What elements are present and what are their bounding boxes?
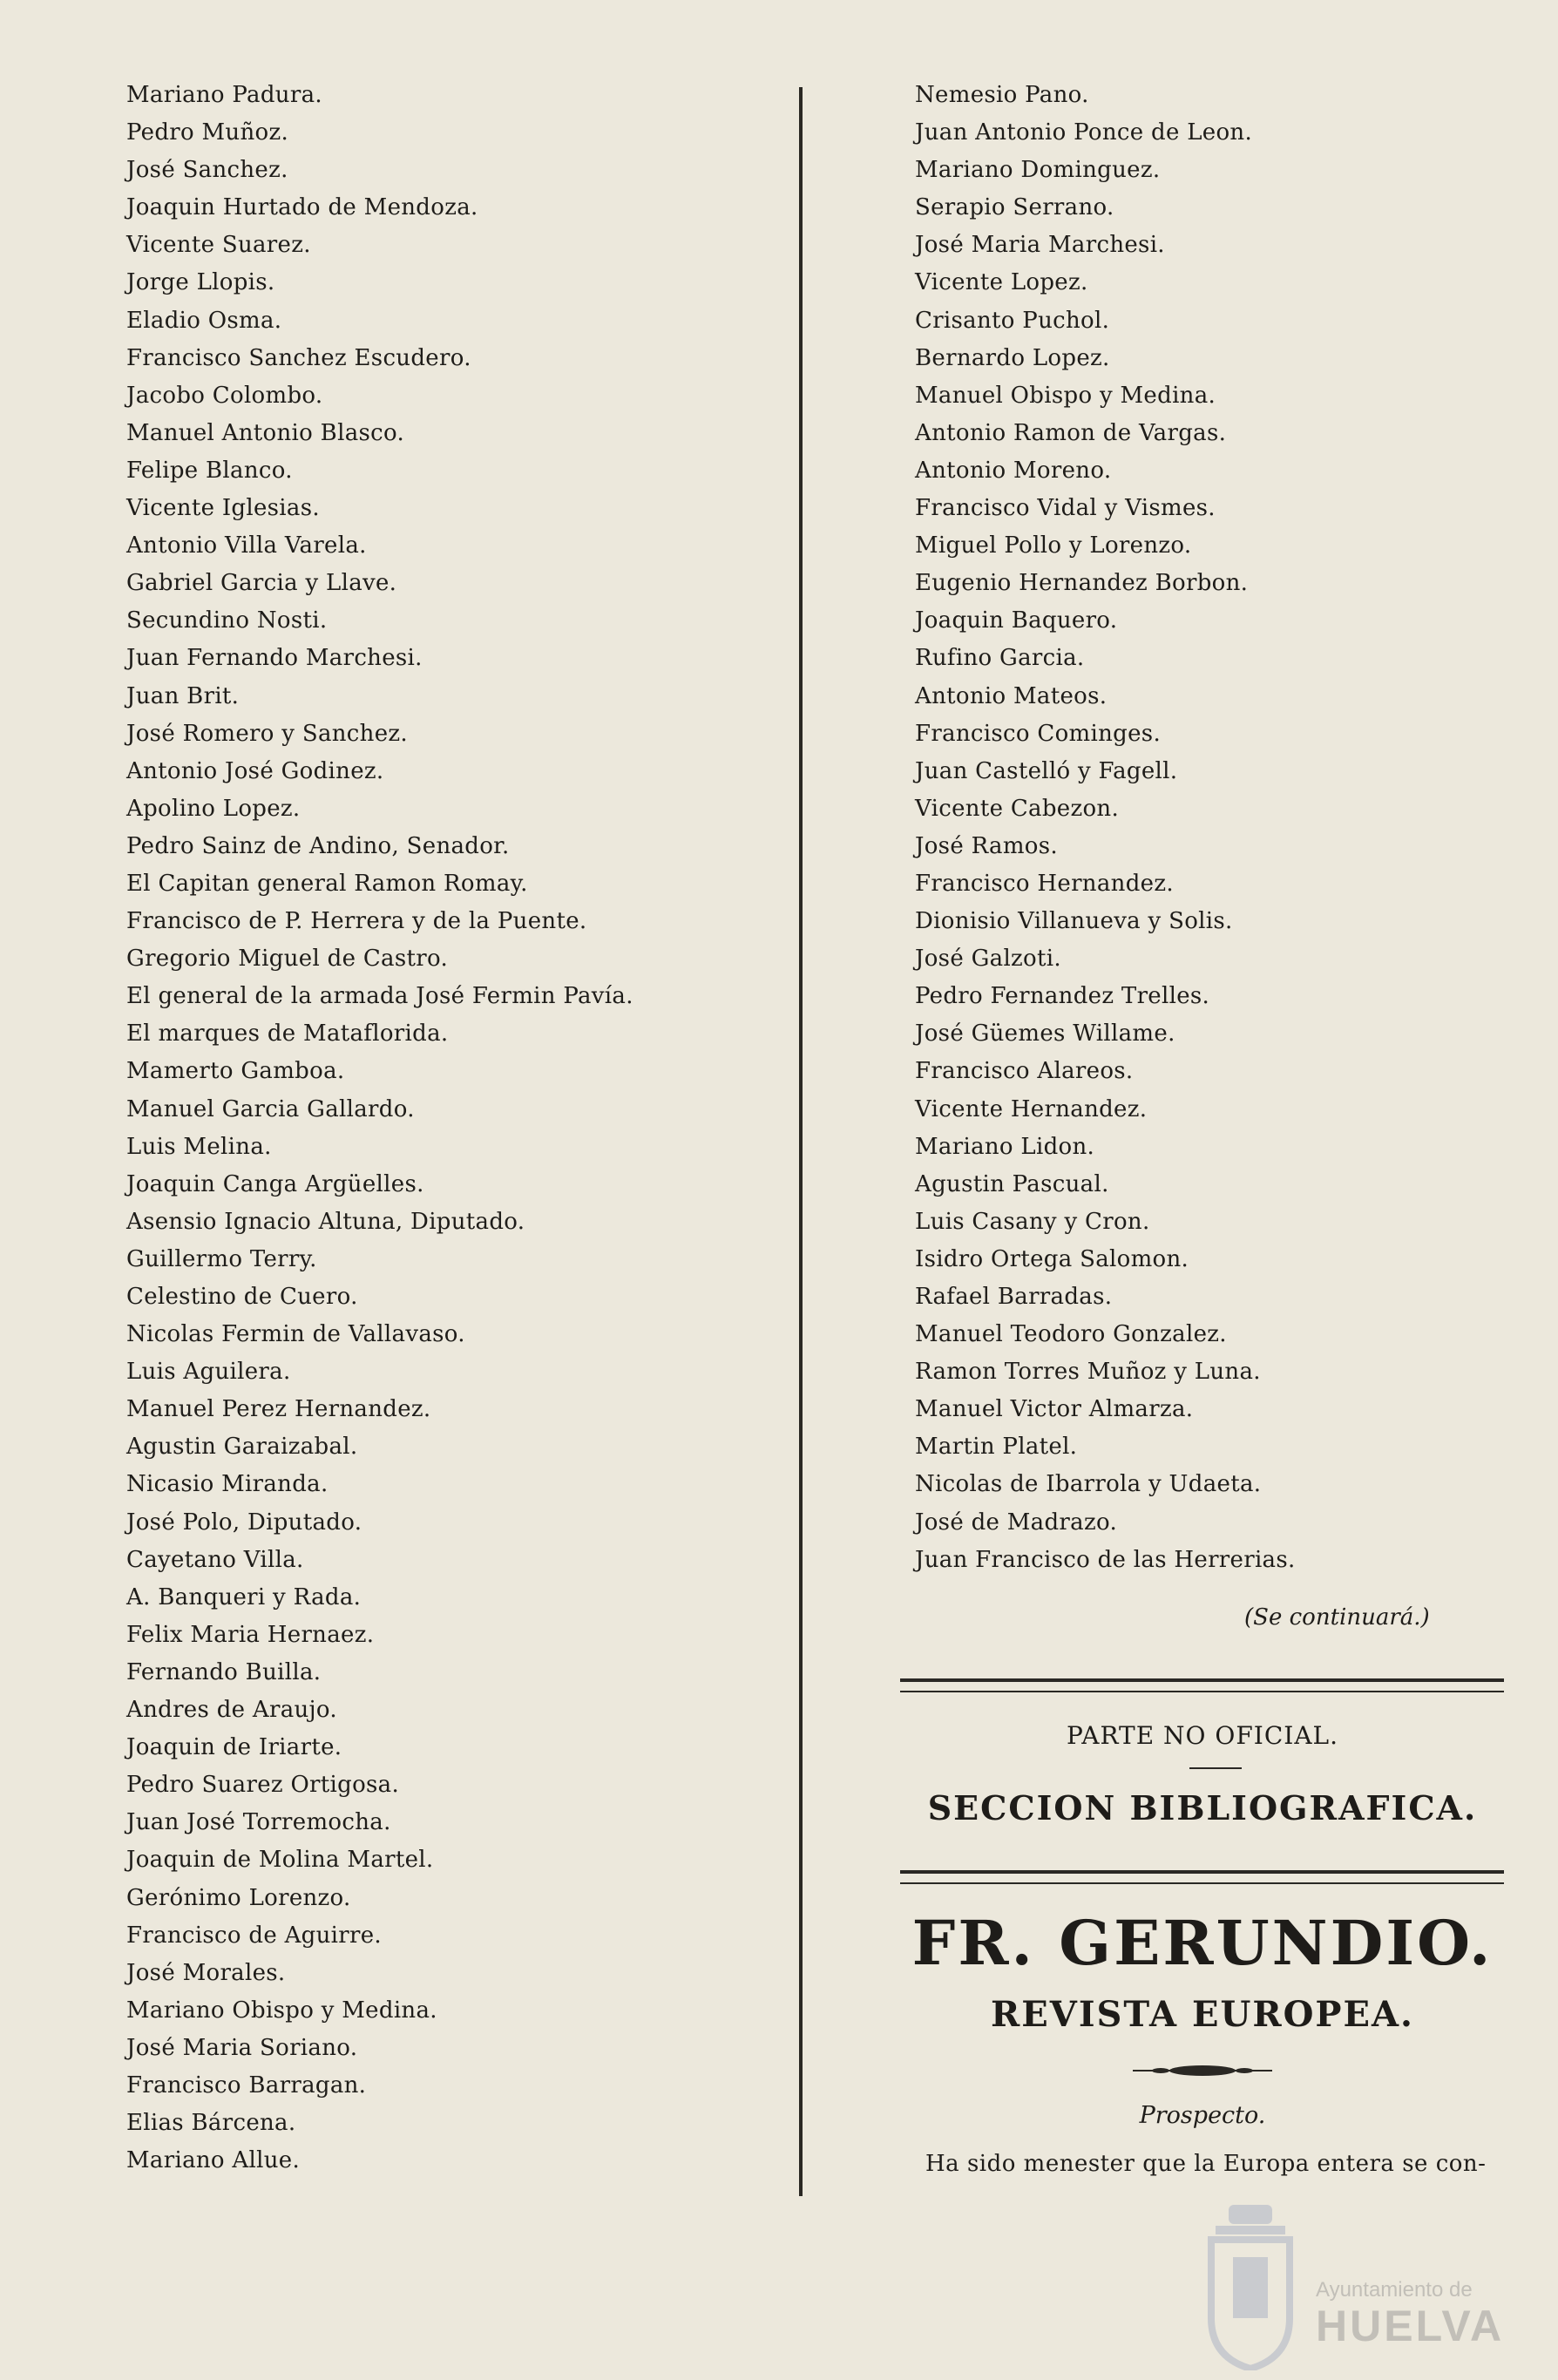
name-entry: Asensio Ignacio Altuna, Diputado. (126, 1208, 525, 1235)
name-entry: Vicente Iglesias. (126, 495, 320, 522)
name-entry: Elias Bárcena. (126, 2110, 296, 2137)
name-entry: José Galzoti. (915, 946, 1061, 973)
name-entry: José Polo, Diputado. (126, 1509, 362, 1536)
name-entry: José Maria Marchesi. (915, 232, 1165, 259)
name-entry: Eladio Osma. (126, 307, 282, 334)
name-entry: Mamerto Gamboa. (126, 1058, 345, 1085)
name-entry: Juan Fernando Marchesi. (126, 645, 423, 672)
name-entry: Jacobo Colombo. (126, 382, 323, 409)
name-entry: Mariano Lidon. (915, 1133, 1095, 1160)
name-entry: Luis Casany y Cron. (915, 1208, 1150, 1235)
name-entry: Rafael Barradas. (915, 1284, 1113, 1310)
name-entry: Cayetano Villa. (126, 1546, 304, 1573)
name-entry: Joaquin Baquero. (915, 607, 1118, 634)
name-entry: Manuel Antonio Blasco. (126, 419, 405, 446)
continuation-note: (Se continuará.) (1244, 1604, 1430, 1631)
watermark-line1: Ayuntamiento de (1316, 2278, 1473, 2302)
name-entry: Andres de Araujo. (126, 1697, 337, 1724)
name-entry: Jorge Llopis. (126, 269, 275, 296)
name-entry: Gabriel Garcia y Llave. (126, 570, 397, 597)
name-entry: Pedro Muñoz. (126, 119, 289, 146)
column-divider (799, 87, 803, 2196)
name-entry: Mariano Padura. (126, 82, 322, 108)
name-entry: Martin Platel. (915, 1434, 1078, 1461)
name-entry: Gerónimo Lorenzo. (126, 1884, 351, 1911)
name-entry: Juan Antonio Ponce de Leon. (915, 119, 1253, 146)
name-entry: Nicolas de Ibarrola y Udaeta. (915, 1471, 1262, 1498)
name-entry: José de Madrazo. (915, 1509, 1118, 1536)
name-entry: Antonio Ramon de Vargas. (915, 419, 1227, 446)
name-entry: Luis Melina. (126, 1133, 272, 1160)
name-entry: Felix Maria Hernaez. (126, 1621, 375, 1648)
name-entry: Ramon Torres Muñoz y Luna. (915, 1359, 1261, 1386)
name-entry: Miguel Pollo y Lorenzo. (915, 532, 1192, 559)
name-entry: Antonio Villa Varela. (126, 532, 367, 559)
name-entry: Francisco de P. Herrera y de la Puente. (126, 908, 587, 935)
name-entry: Celestino de Cuero. (126, 1284, 358, 1310)
name-entry: Guillermo Terry. (126, 1245, 317, 1272)
article-body-text: Ha sido menester que la Europa entera se con- (925, 2151, 1487, 2177)
name-entry: José Ramos. (915, 832, 1058, 859)
name-entry: Manuel Garcia Gallardo. (126, 1095, 415, 1122)
short-rule (1189, 1767, 1242, 1769)
name-entry: Manuel Teodoro Gonzalez. (915, 1321, 1227, 1348)
name-entry: Mariano Allue. (126, 2147, 301, 2174)
name-entry: Dionisio Villanueva y Solis. (915, 908, 1233, 935)
name-entry: Joaquin Hurtado de Mendoza. (126, 194, 478, 221)
name-entry: José Morales. (126, 1959, 286, 1986)
name-entry: Francisco Barragan. (126, 2071, 367, 2099)
ornament-divider (1133, 2062, 1272, 2079)
double-rule-bottom (900, 1870, 1504, 1884)
name-entry: Manuel Obispo y Medina. (915, 382, 1216, 409)
name-entry: Eugenio Hernandez Borbon. (915, 570, 1249, 597)
name-entry: Bernardo Lopez. (915, 344, 1110, 371)
name-entry: El general de la armada José Fermin Pavía. (126, 983, 633, 1010)
name-entry: Nicasio Miranda. (126, 1471, 329, 1498)
section-heading: SECCION BIBLIOGRAFICA. (927, 1788, 1478, 1827)
double-rule-top (900, 1678, 1504, 1692)
name-entry: Pedro Suarez Ortigosa. (126, 1772, 400, 1799)
name-entry: A. Banqueri y Rada. (126, 1583, 362, 1610)
name-entry: Vicente Suarez. (126, 232, 311, 259)
right-name-column (915, 77, 1507, 1579)
name-entry: Francisco Vidal y Vismes. (915, 495, 1216, 522)
review-title: FR. GERUNDIO. (911, 1907, 1494, 1979)
name-entry: Felipe Blanco. (126, 457, 293, 484)
name-entry: Vicente Hernandez. (915, 1095, 1148, 1122)
name-entry: Joaquin de Iriarte. (126, 1734, 342, 1761)
name-entry: Joaquin Canga Argüelles. (126, 1170, 424, 1197)
name-entry: Nicolas Fermin de Vallavaso. (126, 1321, 465, 1348)
left-name-column (126, 77, 771, 2180)
name-entry: Juan Francisco de las Herrerias. (915, 1546, 1296, 1573)
name-entry: Agustin Garaizabal. (126, 1434, 358, 1461)
name-entry: José Romero y Sanchez. (126, 720, 408, 747)
watermark-line2: HUELVA (1316, 2302, 1505, 2350)
coat-of-arms-icon (1198, 2205, 1303, 2370)
name-entry: José Güemes Willame. (915, 1020, 1175, 1048)
name-entry: Nemesio Pano. (915, 82, 1089, 108)
name-entry: Francisco Sanchez Escudero. (126, 344, 471, 371)
name-entry: Francisco Alareos. (915, 1058, 1134, 1085)
name-entry: Serapio Serrano. (915, 194, 1114, 221)
section-label: PARTE NO OFICIAL. (1066, 1721, 1339, 1750)
name-entry: Secundino Nosti. (126, 607, 328, 634)
name-entry: El marques de Mataflorida. (126, 1020, 449, 1048)
name-entry: Apolino Lopez. (126, 795, 301, 822)
name-entry: Antonio Moreno. (915, 457, 1112, 484)
name-entry: Gregorio Miguel de Castro. (126, 946, 449, 973)
prospectus-heading: Prospecto. (1139, 2102, 1266, 2129)
name-entry: Mariano Dominguez. (915, 157, 1161, 184)
name-entry: Manuel Victor Almarza. (915, 1396, 1194, 1423)
name-entry: Manuel Perez Hernandez. (126, 1396, 431, 1423)
name-entry: Isidro Ortega Salomon. (915, 1245, 1189, 1272)
name-entry: Fernando Builla. (126, 1658, 322, 1685)
name-entry: Juan Brit. (126, 682, 240, 709)
name-entry: Juan Castelló y Fagell. (915, 757, 1178, 784)
name-entry: Pedro Sainz de Andino, Senador. (126, 832, 510, 859)
name-entry: Juan José Torremocha. (126, 1809, 391, 1836)
name-entry: José Maria Soriano. (126, 2034, 358, 2061)
name-entry: Mariano Obispo y Medina. (126, 1997, 437, 2024)
name-entry: Francisco Hernandez. (915, 870, 1174, 897)
name-entry: Agustin Pascual. (915, 1170, 1109, 1197)
name-entry: Joaquin de Molina Martel. (126, 1847, 434, 1874)
name-entry: Rufino Garcia. (915, 645, 1085, 672)
name-entry: Crisanto Puchol. (915, 307, 1110, 334)
name-entry: Francisco Cominges. (915, 720, 1162, 747)
name-entry: Vicente Lopez. (915, 269, 1088, 296)
name-entry: José Sanchez. (126, 157, 288, 184)
name-entry: Antonio Mateos. (915, 682, 1108, 709)
review-subtitle: REVISTA EUROPEA. (991, 1994, 1414, 2035)
name-entry: Antonio José Godinez. (126, 757, 384, 784)
name-entry: Francisco de Aguirre. (126, 1922, 382, 1949)
name-entry: Luis Aguilera. (126, 1359, 291, 1386)
name-entry: Pedro Fernandez Trelles. (915, 983, 1210, 1010)
name-entry: El Capitan general Ramon Romay. (126, 870, 528, 897)
name-entry: Vicente Cabezon. (915, 795, 1120, 822)
